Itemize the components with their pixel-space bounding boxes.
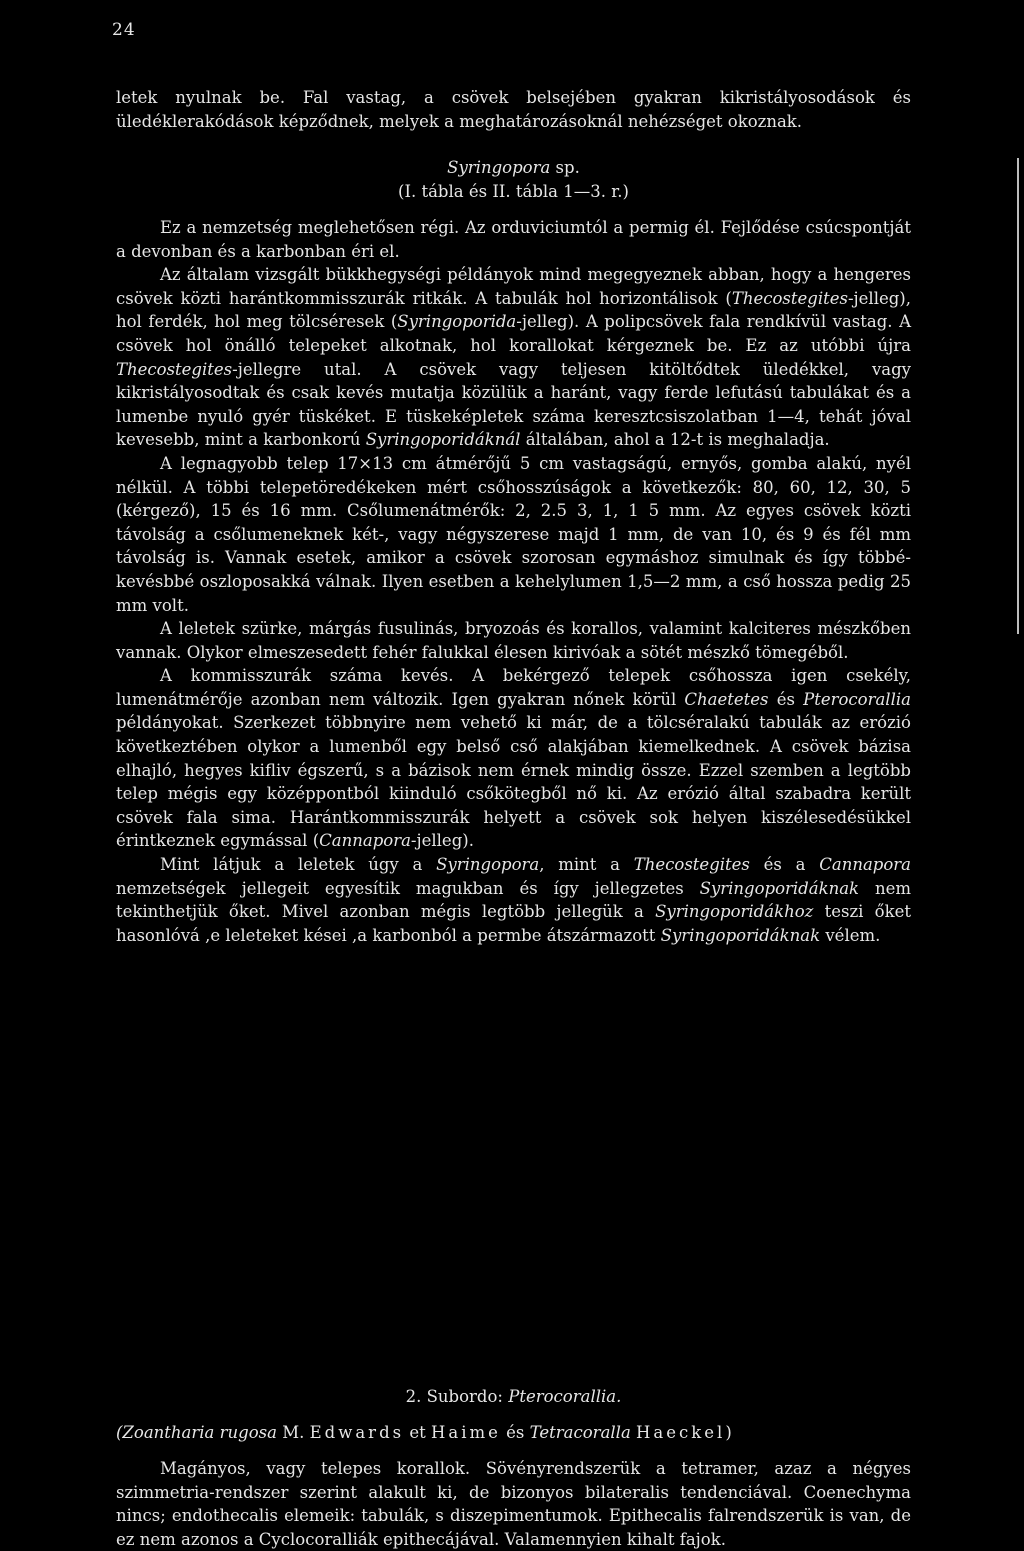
- taxon-tetracoralla: Tetracoralla: [529, 1423, 631, 1442]
- taxon-syringoporidakhoz: Syringoporidákhoz: [655, 902, 814, 922]
- p2-a: Az általam vizsgált bükkhegységi példányok mind megegyeznek abban, hogy a hengeres csövek közti harántkommisszurák ritkák. A tabulák hol horizontálisok (: [116, 265, 911, 308]
- p2-i: általában, ahol a 12-t is meghaladja.: [520, 430, 830, 450]
- taxon-syringoporidaknak-2: Syringoporidáknak: [660, 925, 821, 945]
- p6-k: teszi őket hasonlóvá ,e leleteket kései ,a karbonból a permbe átszármazott: [116, 902, 911, 945]
- paragraph-age: Ez a nemzetség meglehetősen régi. Az orduviciumtól a permig él. Fejlődése csúcspontját a devonban és a karbonban éri el.: [116, 218, 911, 261]
- paragraph-measurements: A legnagyobb telep 17×13 cm átmérőjű 5 cm vastagságú, ernyős, gomba alakú, nyél nélkül. A többi telepetöredékeken mért csőhosszúságok a következők: 80, 60, 12, 30, 5 (kérgező), 15 és 16 mm. Csőlumenátmérők: 2, 2.5 3, 1, 1 5 mm. Az egyes csövek közti távolság a csőlumeneknek két-, vagy négyszerese majd 1 mm, de van 10, és 9 és fél mm távolság is. Vannak esetek, amikor a csövek szorosan egymáshoz simulnak és így többé-kevésbbé oszloposakká válnak. Ilyen esetben a kehelylumen 1,5—2 mm, a cső hossza pedig 25 mm volt.: [116, 453, 911, 615]
- taxon-cannapora-2: Cannapora: [819, 855, 912, 875]
- taxon-syringoporida: Syringoporida: [397, 312, 517, 332]
- plate-reference: [116, 180, 911, 204]
- taxon-pterocorallia: Pterocorallia: [803, 689, 911, 709]
- taxon-cannapora: Cannapora: [319, 831, 411, 851]
- zoantharia-b: M.: [276, 1423, 310, 1442]
- p6-i: nem tekinthetjük őket. Mivel azonban mégis legtöbb jellegük a: [116, 878, 911, 922]
- p2-e: -jelleg). A polipcsövek fala rendkívül vastag. A csövek hol önálló telepeket alkotnak, hol korallokat kérgeznek be. Ez az utóbbi újra: [116, 312, 911, 355]
- p2-c: -jelleg), hol ferdék, hol meg tölcséresek (: [116, 288, 911, 332]
- p5-e: példányokat. Szerkezet többnyire nem vehető ki már, de a tölcséralakú tabulák az erózió következtében olykor a lumenből egy belső cső alakjában kiemelkednek. A csövek bázisa elhajló, hegyes kifliv égszerű, s a bázisok nem érnek mindig össze. Ezzel szemben a legtöbb telep mégis egy középpontból kiinduló csőkötegből nő ki. Az erózió által szabadra került csövek fala sima. Harántkommisszurák helyett a csövek sok helyen kiszélesedésükkel érintkeznek egymással (: [116, 713, 911, 851]
- page-number: 24: [112, 20, 136, 40]
- genus-name: Syringopora: [447, 158, 551, 177]
- taxon-syringopora: Syringopora: [436, 855, 540, 875]
- paragraph-description: [116, 263, 911, 452]
- taxon-zoantharia: (Zoantharia rugosa: [116, 1423, 277, 1442]
- text-block-intro: [116, 86, 911, 133]
- p6-a: Mint látjuk a leletek úgy a: [160, 855, 437, 875]
- taxon-thecostegites-2: Thecostegites: [116, 359, 233, 379]
- taxon-thecostegites: Thecostegites: [731, 288, 848, 308]
- genus-heading: [116, 156, 911, 180]
- paragraph-pterocorallia: Magányos, vagy telepes korallok. Sövényrendszerük a tetramer, azaz a négyes szimmetria-rendszer szerint alakult ki, de bizonyos bilateralis tendenciával. Coenechyma nincs; endothecalis elemeik: tabulák, s diszepimentumok. Epithecalis falrendszerük is van, de ez nem azonos a Cyclocoralliák epithecájával. Valamennyien kihalt fajok.: [116, 1459, 911, 1549]
- p5-a: A kommisszurák száma kevés. A bekérgező telepek csőhossza igen csekély, lumenátmérője azonban nem változik. Igen gyakran nőnek körül: [116, 666, 911, 709]
- zoantharia-synonyms: [116, 1421, 911, 1445]
- paragraph-continuation: letek nyulnak be. Fal vastag, a csövek belsejében gyakran kikristályosodások és üledéklerakódások képződnek, melyek a meghatározásoknál nehézséget okoznak.: [116, 88, 911, 131]
- p2-g: -jellegre utal. A csövek vagy teljesen kitöltődtek üledékkel, vagy kikristályosodtak és csak kevés mutatja közülük a haránt, vagy ferde lefutású tabulákat és a lumenbe nyuló gyér tüskéket. E tüskeképletek száma keresztcsiszolatban 1—4, tehát jóval kevesebb, mint a karbonkorú: [116, 359, 911, 450]
- zoantharia-f: és: [500, 1423, 530, 1442]
- subordo-label: 2. Subordo:: [405, 1387, 509, 1406]
- paragraph-commissures: [116, 664, 911, 853]
- p6-e: és a: [749, 855, 820, 875]
- paragraph-occurrence: A leletek szürke, márgás fusulinás, bryozoás és korallos, valamint kalciteres mészkőben vannak. Olykor elmeszesedett fehér falukkal élesen kirivóak a sötét mészkő tömegéből.: [116, 619, 911, 662]
- paragraph-conclusion: [116, 853, 911, 947]
- subordo-name: Pterocorallia.: [508, 1387, 622, 1406]
- author-haime: Haime: [431, 1423, 501, 1442]
- author-edwards: Edwards: [309, 1423, 405, 1442]
- text-block-pterocorallia: [116, 1457, 911, 1551]
- text-block-main: [116, 216, 911, 947]
- taxon-thecostegites-3: Thecostegites: [633, 855, 750, 875]
- p5-c: és: [768, 689, 804, 709]
- p6-c: , mint a: [539, 855, 634, 875]
- p6-g: nemzetségek jellegeit egyesítik magukban és így jellegzetes: [116, 878, 700, 898]
- subordo-heading: [116, 1385, 911, 1409]
- plate-reference-text: (I. tábla és II. tábla 1—3. r.): [398, 182, 629, 201]
- author-haeckel: Haeckel: [636, 1423, 726, 1442]
- taxon-syringoporidaknak: Syringoporidáknak: [699, 878, 860, 898]
- scan-edge-rule: [1017, 158, 1019, 634]
- zoantharia-j: ): [725, 1423, 732, 1442]
- genus-suffix: sp.: [550, 158, 580, 177]
- taxon-syringoporidak: Syringoporidáknál: [365, 430, 521, 450]
- p6-m: vélem.: [820, 925, 881, 945]
- p5-g: -jelleg).: [410, 831, 474, 851]
- zoantharia-line: [116, 1421, 911, 1445]
- zoantharia-d: et: [404, 1423, 431, 1442]
- taxon-chaetetes: Chaetetes: [684, 689, 769, 709]
